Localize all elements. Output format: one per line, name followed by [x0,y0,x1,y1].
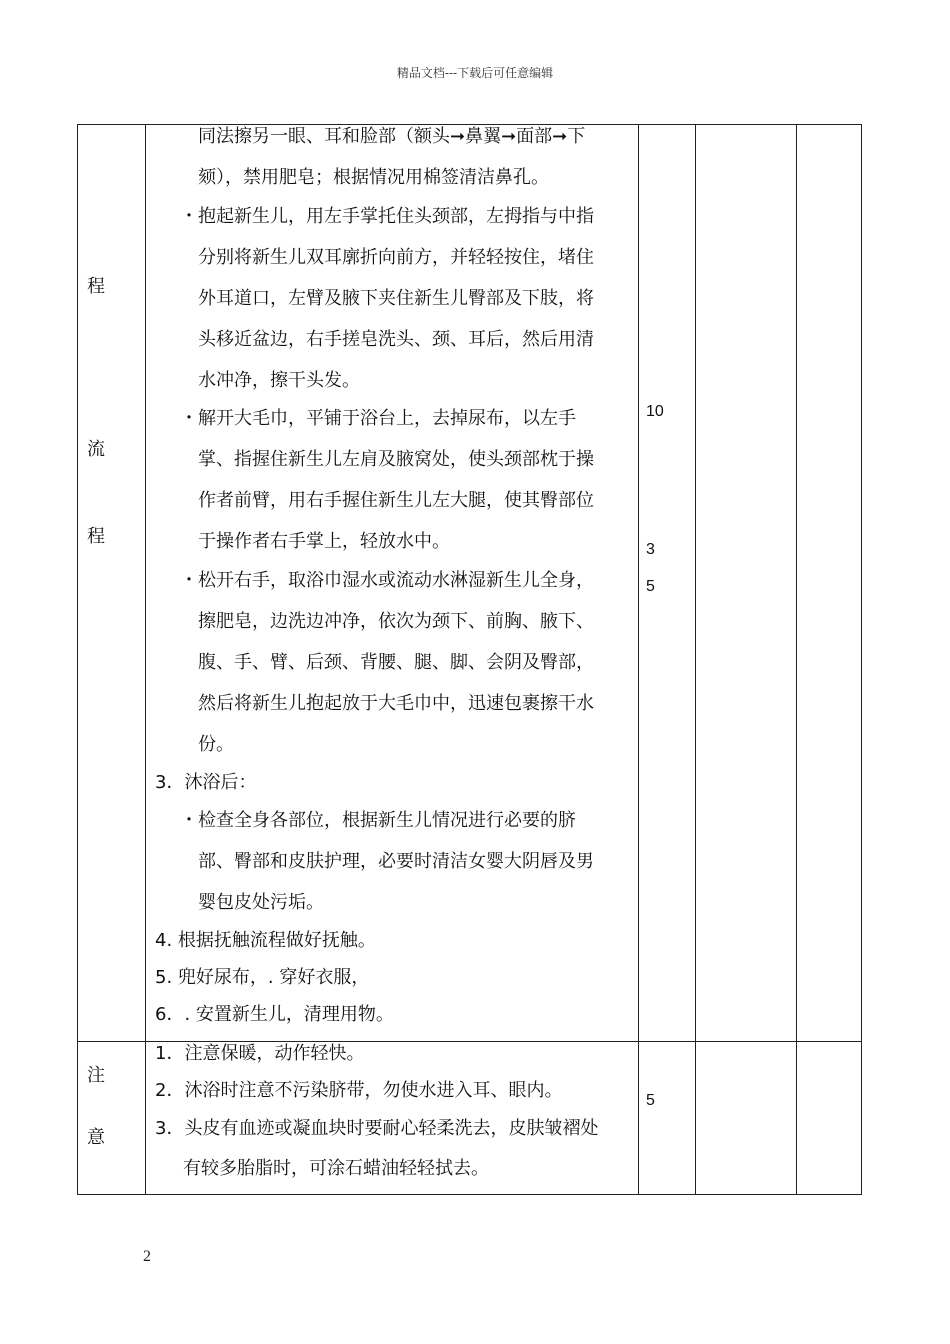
column-divider [145,125,146,1194]
procedure-line: 于操作者右手掌上，轻放水中。 [198,531,450,552]
procedure-line: 水冲净，擦干头发。 [198,370,360,391]
procedure-line: 6．. 安置新生儿，清理用物。 [155,1004,394,1025]
procedure-line: 4. 根据抚触流程做好抚触。 [155,930,376,951]
procedure-line: ・检查全身各部位，根据新生儿情况进行必要的脐 [180,810,576,831]
column-divider [796,125,797,1194]
procedure-line: 外耳道口，左臂及腋下夹住新生儿臀部及下肢，将 [198,288,594,309]
procedure-line: 擦肥皂，边洗边冲净，依次为颈下、前胸、腋下、 [198,611,594,632]
column-divider [695,125,696,1194]
procedure-line: 同法擦另一眼、耳和脸部（额头➞鼻翼➞面部➞下 [198,126,586,147]
score-value: 5 [646,578,655,595]
procedure-line: 然后将新生儿抱起放于大毛巾中，迅速包裹擦干水 [198,693,594,714]
score-value: 10 [646,403,664,420]
procedure-line: 颏），禁用肥皂；根据情况用棉签清洁鼻孔。 [198,167,549,188]
procedure-line: 5. 兜好尿布，. 穿好衣服， [155,967,370,988]
note-line: 2．沐浴时注意不污染脐带，勿使水进入耳、眼内。 [155,1080,563,1101]
procedure-line: 部、臀部和皮肤护理，必要时清洁女婴大阴唇及男 [198,851,594,872]
procedure-line: 份。 [198,734,234,755]
stage-label-char: 意 [87,1127,105,1148]
procedure-line: ・抱起新生儿，用左手掌托住头颈部，左拇指与中指 [180,206,594,227]
column-divider [638,125,639,1194]
score-value: 5 [646,1092,655,1109]
procedure-line: 婴包皮处污垢。 [198,892,324,913]
note-line: 1．注意保暖，动作轻快。 [155,1043,365,1064]
procedure-line: 作者前臂，用右手握住新生儿左大腿，使其臀部位 [198,490,594,511]
procedure-line: 分别将新生儿双耳廓折向前方，并轻轻按住，堵住 [198,247,594,268]
stage-label-char: 流 [87,439,105,460]
procedure-line: 3．沐浴后： [155,772,257,793]
stage-label-char: 程 [87,276,105,297]
procedure-line: 头移近盆边，右手搓皂洗头、颈、耳后，然后用清 [198,329,594,350]
page-number: 2 [143,1248,151,1265]
stage-label-char: 程 [87,526,105,547]
note-line: 3．头皮有血迹或凝血块时要耐心轻柔洗去，皮肤皱褶处 [155,1118,599,1139]
stage-label-char: 注 [87,1065,105,1086]
procedure-line: 腹、手、臂、后颈、背腰、腿、脚、会阴及臀部， [198,652,594,673]
note-line: 有较多胎脂时，可涂石蜡油轻轻拭去。 [183,1158,489,1179]
procedure-line: 掌、指握住新生儿左肩及腋窝处，使头颈部枕于操 [198,449,594,470]
page-header: 精品文档---下载后可任意编辑 [396,66,554,80]
score-value: 3 [646,541,655,558]
procedure-line: ・松开右手，取浴巾湿水或流动水淋湿新生儿全身， [180,570,594,591]
procedure-line: ・解开大毛巾，平铺于浴台上，去掉尿布，以左手 [180,408,576,429]
